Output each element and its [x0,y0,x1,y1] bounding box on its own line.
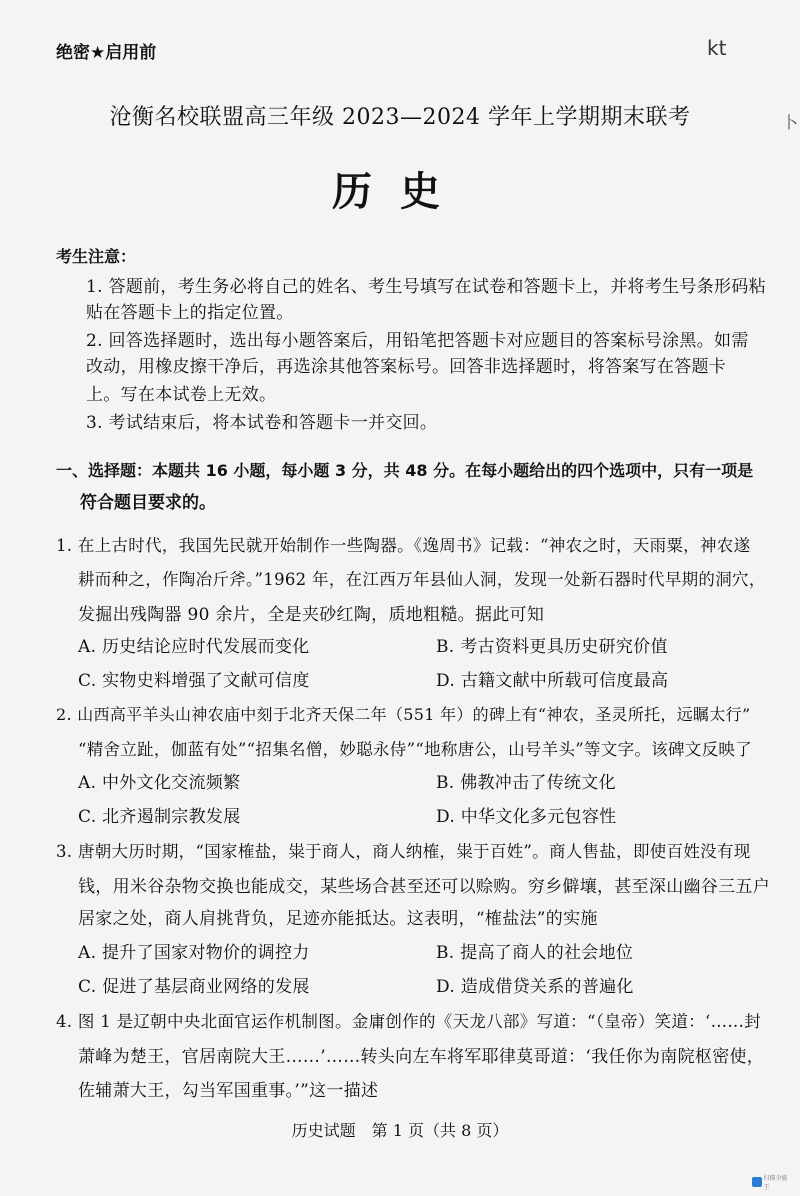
handwritten-mark: kt [707,36,727,60]
question-stem: 耕而种之，作陶冶斤斧。”1962 年，在江西万年县仙人洞，发现一处新石器时代早期的洞穴， [78,570,766,589]
margin-mark: 卜 [782,113,799,132]
option-b: B. 考古资料更具历史研究价值 [436,637,668,657]
option-a: A. 提升了国家对物价的调控力 [78,943,310,963]
question-stem: 居家之处，商人肩挑背负，足迹亦能抵达。这表明，“榷盐法”的实施 [78,909,598,929]
option-c: C. 实物史料增强了文献可信度 [78,671,310,691]
question-stem: 萧峰为楚王，官居南院大王……’……转头向左车将军耶律莫哥道：‘我任你为南院枢密使， [78,1047,765,1067]
option-d: D. 古籍文献中所载可信度最高 [436,671,669,691]
subject-title: 历史 [332,169,468,215]
question-stem: 1. 在上古时代，我国先民就开始制作一些陶器。《逸周书》记载：“神农之时，天雨粟，神农遂 [56,536,751,555]
section-heading-cont: 符合题目要求的。 [80,493,216,513]
option-b: B. 提高了商人的社会地位 [436,943,634,963]
notice-line: 上。写在本试卷上无效。 [86,385,277,405]
page-footer: 历史试题 第 1 页（共 8 页） [291,1121,509,1140]
question-stem: 发掘出残陶器 90 余片，全是夹砂红陶，质地粗糙。据此可知 [78,605,545,625]
question-stem: 3. 唐朝大历时期，“国家榷盐，粜于商人，商人纳榷，粜于百姓”。商人售盐，即使百姓没有现 [56,842,751,861]
option-d: D. 中华文化多元包容性 [436,807,617,827]
question-stem: 钱，用米谷杂物交换也能成交，某些场合甚至还可以赊购。穷乡僻壤，甚至深山幽谷三五户 [78,877,770,897]
notice-heading: 考生注意： [56,247,137,266]
question-stem: 2. 山西高平羊头山神农庙中刻于北齐天保二年（551 年）的碑上有“神农，圣灵所托，远瞩太行” [56,705,751,724]
exam-title: 沧衡名校联盟高三年级 2023—2024 学年上学期期末联考 [109,105,691,130]
notice-line: 贴在答题卡上的指定位置。 [86,303,294,323]
question-stem: “精舍立趾，伽蓝有处”“招集名僧，妙聪永侍”“地称唐公，山号羊头”等文字。该碑文反映了 [78,740,753,759]
question-stem: 佐辅萧大王，勾当军国重事。’”这一描述 [78,1081,379,1101]
option-a: A. 历史结论应时代发展而变化 [78,637,310,657]
scanner-badge [752,1175,792,1191]
option-c: C. 促进了基层商业网络的发展 [78,977,310,997]
option-c: C. 北齐遏制宗教发展 [78,807,241,827]
notice-line: 1. 答题前，考生务必将自己的姓名、考生号填写在试卷和答题卡上，并将考生号条形码粘 [86,277,766,297]
notice-line: 3. 考试结束后，将本试卷和答题卡一并交回。 [86,413,438,433]
scanner-logo-icon [752,1177,762,1187]
scanner-badge-label: 扫描全能王 [763,1175,788,1191]
notice-line: 2. 回答选择题时，选出每小题答案后，用铅笔把答题卡对应题目的答案标号涂黑。如需 [86,331,749,351]
option-a: A. 中外文化交流频繁 [78,773,241,793]
section-heading: 一、选择题：本题共 16 小题，每小题 3 分，共 48 分。在每小题给出的四个选项中，只有一项是 [56,461,754,480]
option-d: D. 造成借贷关系的普遍化 [436,977,634,997]
question-stem: 4. 图 1 是辽朝中央北面官运作机制图。金庸创作的《天龙八部》写道：“（皇帝）笑道：‘……封 [56,1012,762,1031]
option-b: B. 佛教冲击了传统文化 [436,773,616,793]
confidential-label: 绝密★启用前 [56,43,157,63]
notice-line: 改动，用橡皮擦干净后，再选涂其他答案标号。回答非选择题时，将答案写在答题卡 [86,357,727,377]
